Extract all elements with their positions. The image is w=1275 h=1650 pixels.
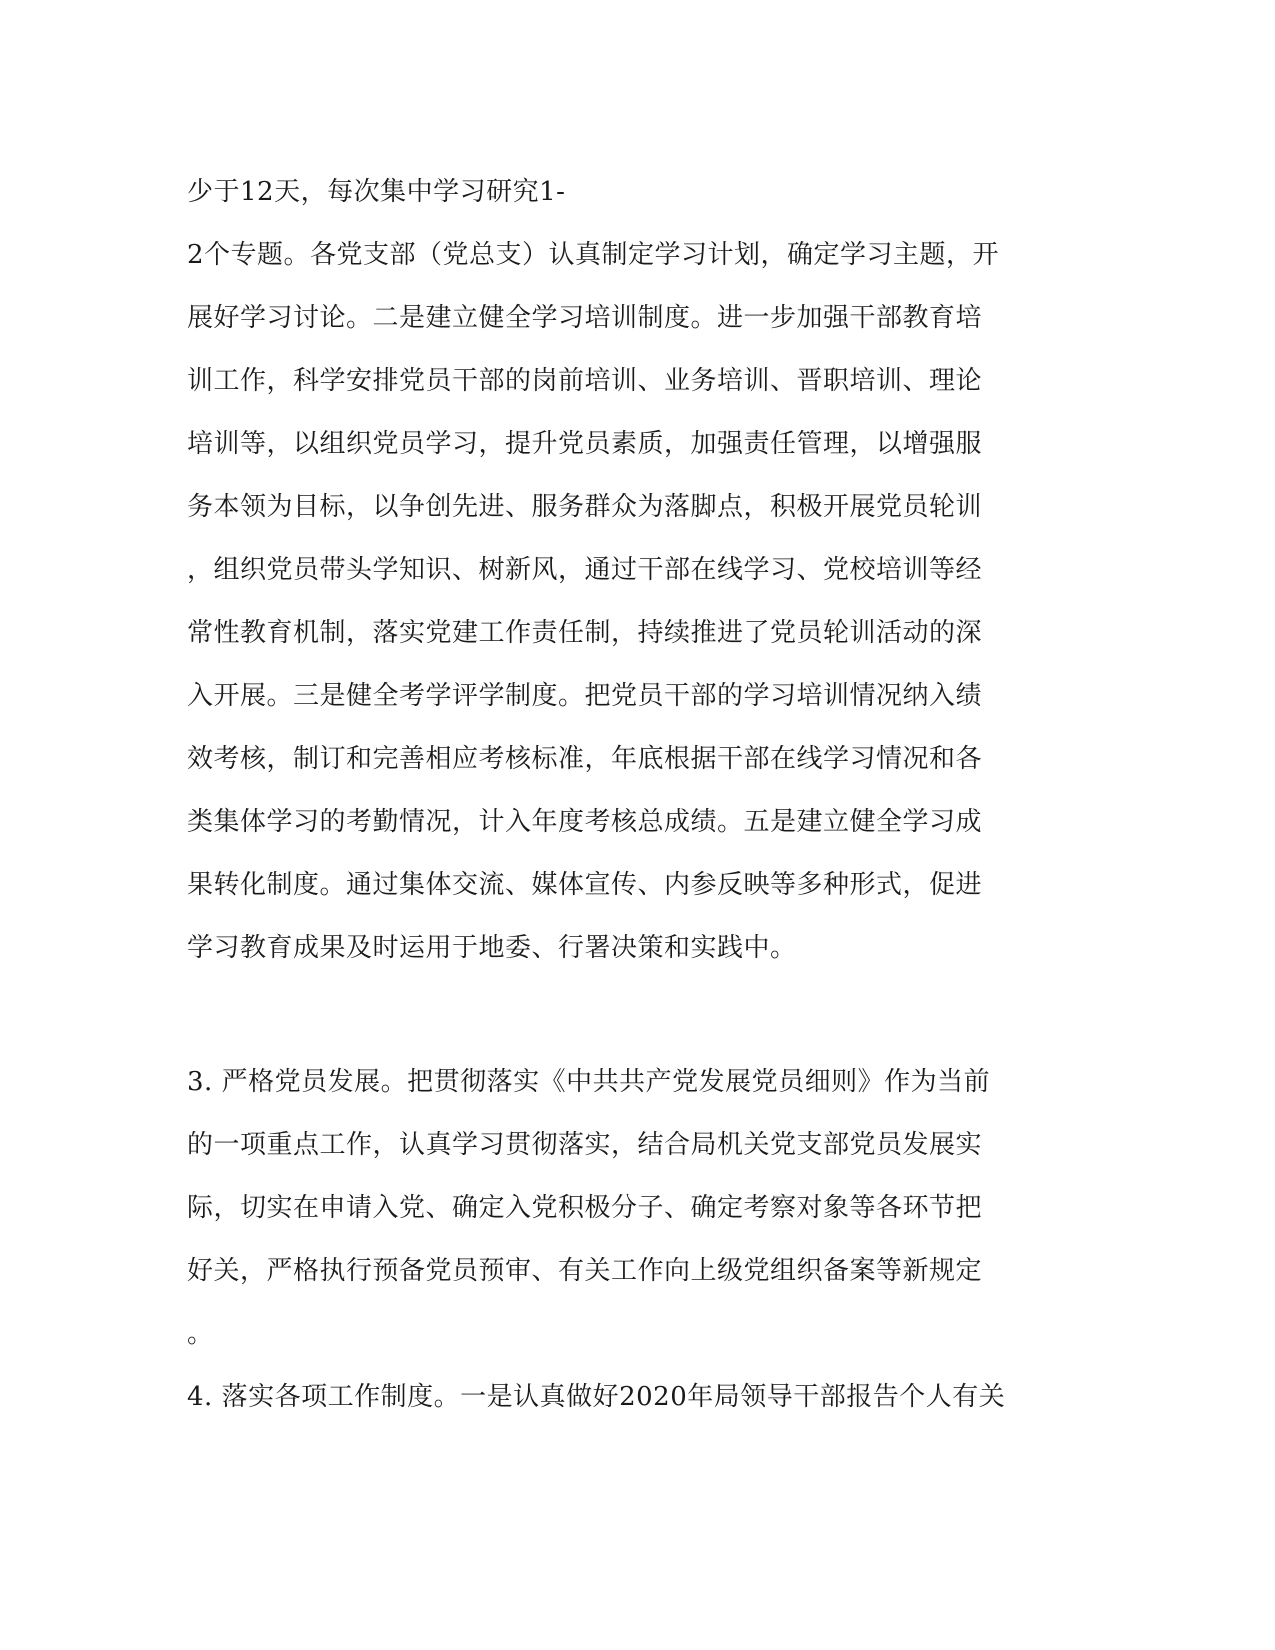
text-line-4: 训工作，科学安排党员干部的岗前培训、业务培训、晋职培训、理论 — [187, 366, 983, 396]
text-line-11: 类集体学习的考勤情况，计入年度考核总成绩。五是建立健全学习成 — [187, 807, 983, 837]
text-line-12: 果转化制度。通过集体交流、媒体宣传、内参反映等多种形式，促进 — [187, 870, 983, 900]
text-line-14: 3. 严格党员发展。把贯彻落实《中共共产党发展党员细则》作为当前 — [187, 1067, 991, 1097]
text-line-10: 效考核，制订和完善相应考核标准，年底根据干部在线学习情况和各 — [187, 744, 983, 774]
text-line-7: ，组织党员带头学知识、树新风，通过干部在线学习、党校培训等经 — [187, 555, 983, 585]
text-line-3: 展好学习讨论。二是建立健全学习培训制度。进一步加强干部教育培 — [187, 303, 983, 333]
text-line-9: 入开展。三是健全考学评学制度。把党员干部的学习培训情况纳入绩 — [187, 681, 983, 711]
text-line-5: 培训等，以组织党员学习，提升党员素质，加强责任管理，以增强服 — [187, 429, 983, 459]
text-line-15: 的一项重点工作，认真学习贯彻落实，结合局机关党支部党员发展实 — [187, 1130, 983, 1160]
text-line-13: 学习教育成果及时运用于地委、行署决策和实践中。 — [187, 933, 797, 963]
text-line-19: 4. 落实各项工作制度。一是认真做好2020年局领导干部报告个人有关 — [187, 1382, 1006, 1412]
text-line-2: 2个专题。各党支部（党总支）认真制定学习计划，确定学习主题，开 — [187, 240, 1000, 270]
text-line-16: 际，切实在申请入党、确定入党积极分子、确定考察对象等各环节把 — [187, 1193, 983, 1223]
text-line-6: 务本领为目标，以争创先进、服务群众为落脚点，积极开展党员轮训 — [187, 492, 983, 522]
text-line-8: 常性教育机制，落实党建工作责任制，持续推进了党员轮训活动的深 — [187, 618, 983, 648]
text-line-18: 。 — [187, 1319, 214, 1349]
text-line-1: 少于12天，每次集中学习研究1- — [187, 177, 566, 207]
text-line-17: 好关，严格执行预备党员预审、有关工作向上级党组织备案等新规定 — [187, 1256, 983, 1286]
